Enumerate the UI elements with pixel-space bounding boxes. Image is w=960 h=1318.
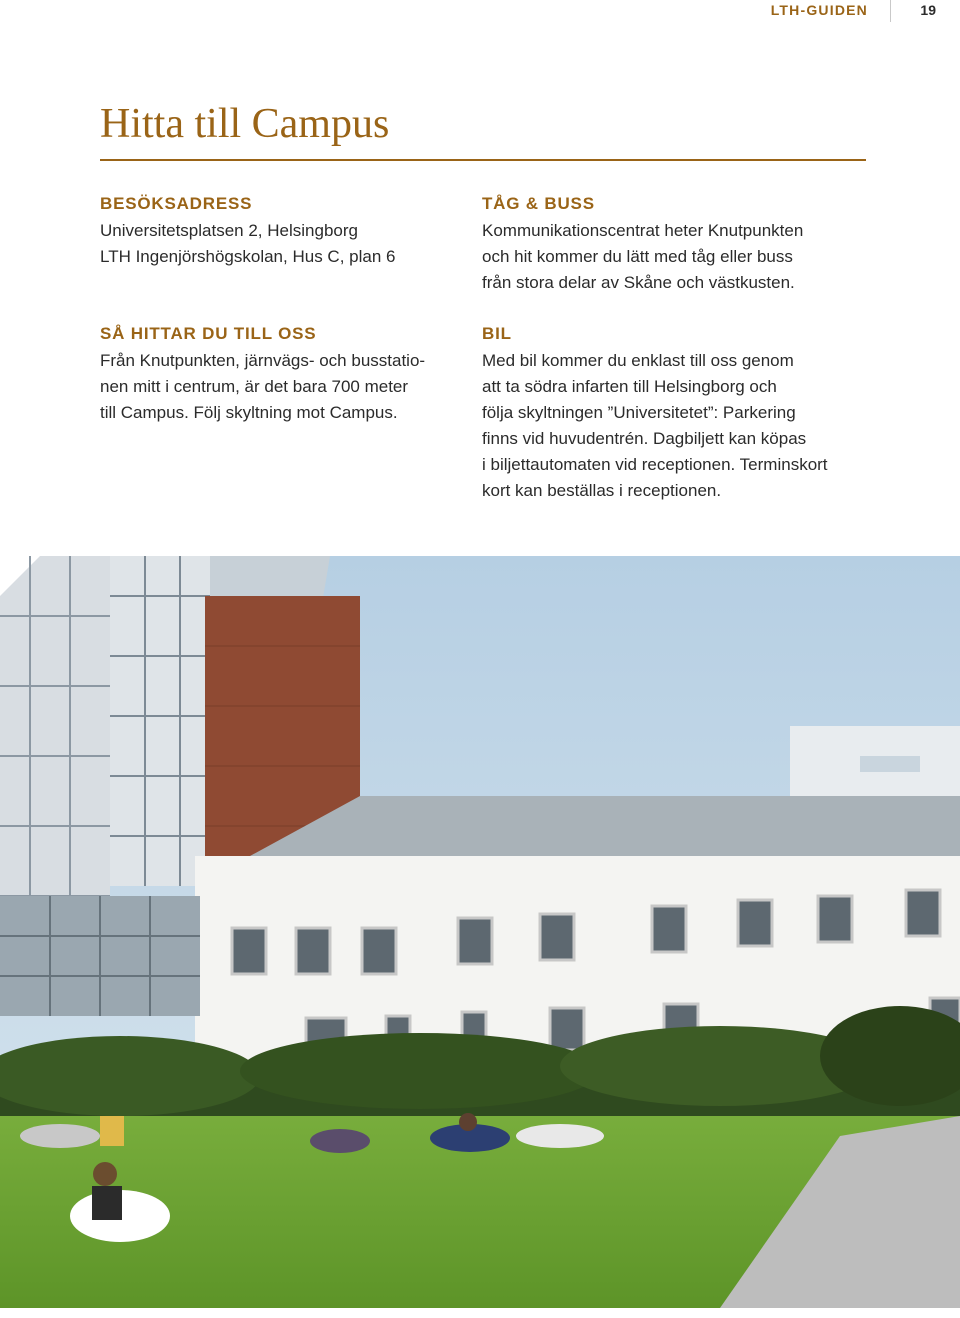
body-line: från stora delar av Skåne och västkusten.	[482, 273, 795, 292]
body-line: Från Knutpunkten, järnvägs- och busstatio-	[100, 351, 426, 370]
body-line: Kommunikationscentrat heter Knutpunkten	[482, 221, 804, 240]
section-heading: SÅ HITTAR DU TILL OSS	[100, 324, 317, 343]
section-heading: BIL	[482, 324, 512, 343]
page-title: Hitta till Campus	[100, 101, 390, 147]
body-line: Universitetsplatsen 2, Helsingborg	[100, 221, 358, 240]
section-how-to-find-us	[100, 323, 470, 426]
body-line: följa skyltningen ”Universitetet”: Parkering	[482, 403, 796, 422]
guide-label: LTH-GUIDEN	[770, 2, 868, 18]
campus-photo	[0, 556, 960, 1308]
body-line: till Campus. Följ skyltning mot Campus.	[100, 403, 398, 422]
body-line: att ta södra infarten till Helsingborg och	[482, 377, 777, 396]
entrance-canopy	[0, 896, 200, 1016]
header-divider	[890, 0, 891, 22]
body-line: i biljettautomaten vid receptionen. Terminskort	[482, 455, 828, 474]
section-body	[100, 218, 470, 270]
body-line: Med bil kommer du enklast till oss genom	[482, 351, 794, 370]
section-heading: TÅG & BUSS	[482, 194, 595, 213]
section-body	[482, 218, 852, 296]
section-car	[482, 323, 852, 504]
section-train-bus	[482, 193, 852, 296]
section-body	[482, 348, 852, 504]
body-line: kort kan beställas i receptionen.	[482, 481, 722, 500]
section-heading: BESÖKSADRESS	[100, 194, 253, 213]
body-line: och hit kommer du lätt med tåg eller buss	[482, 247, 793, 266]
body-line: nen mitt i centrum, är det bara 700 meter	[100, 377, 409, 396]
title-rule	[100, 159, 866, 161]
running-header	[0, 0, 960, 22]
body-line: finns vid huvudentrén. Dagbiljett kan köpas	[482, 429, 807, 448]
section-body	[100, 348, 470, 426]
page-number: 19	[920, 2, 936, 18]
section-visiting-address	[100, 193, 470, 270]
body-line: LTH Ingenjörshögskolan, Hus C, plan 6	[100, 247, 396, 266]
